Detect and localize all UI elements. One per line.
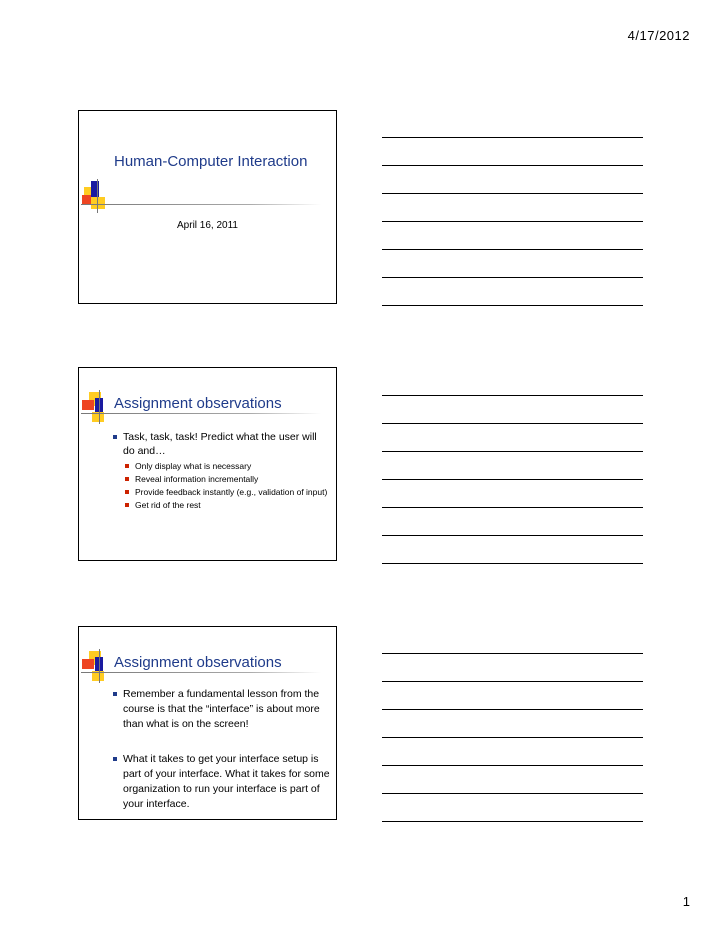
slide-body <box>113 687 331 814</box>
sub-bullet: Provide feedback instantly (e.g., validation of input) <box>113 486 331 498</box>
slide-3 <box>78 626 337 820</box>
page-number: 1 <box>682 894 690 909</box>
sub-bullet: Only display what is necessary <box>113 460 331 472</box>
bullet: Remember a fundamental lesson from the course is that the “interface” is about more than what is on the screen! <box>113 687 331 732</box>
slide-body <box>113 430 331 512</box>
slide-2 <box>78 367 337 561</box>
bullet: What it takes to get your interface setup is part of your interface. What it takes for some organization to run your interface is part of your interface. <box>113 752 331 812</box>
print-date: 4/17/2012 <box>627 28 690 43</box>
slide-1 <box>78 110 337 304</box>
slide-title: Assignment observations <box>114 654 282 671</box>
sub-bullet: Get rid of the rest <box>113 499 331 511</box>
slide-subtitle: April 16, 2011 <box>177 220 238 231</box>
slide-title: Assignment observations <box>114 395 282 412</box>
slide-title: Human-Computer Interaction <box>114 153 308 170</box>
bullet: Task, task, task! Predict what the user will do and… <box>113 430 331 458</box>
sub-bullet: Reveal information incrementally <box>113 473 331 485</box>
